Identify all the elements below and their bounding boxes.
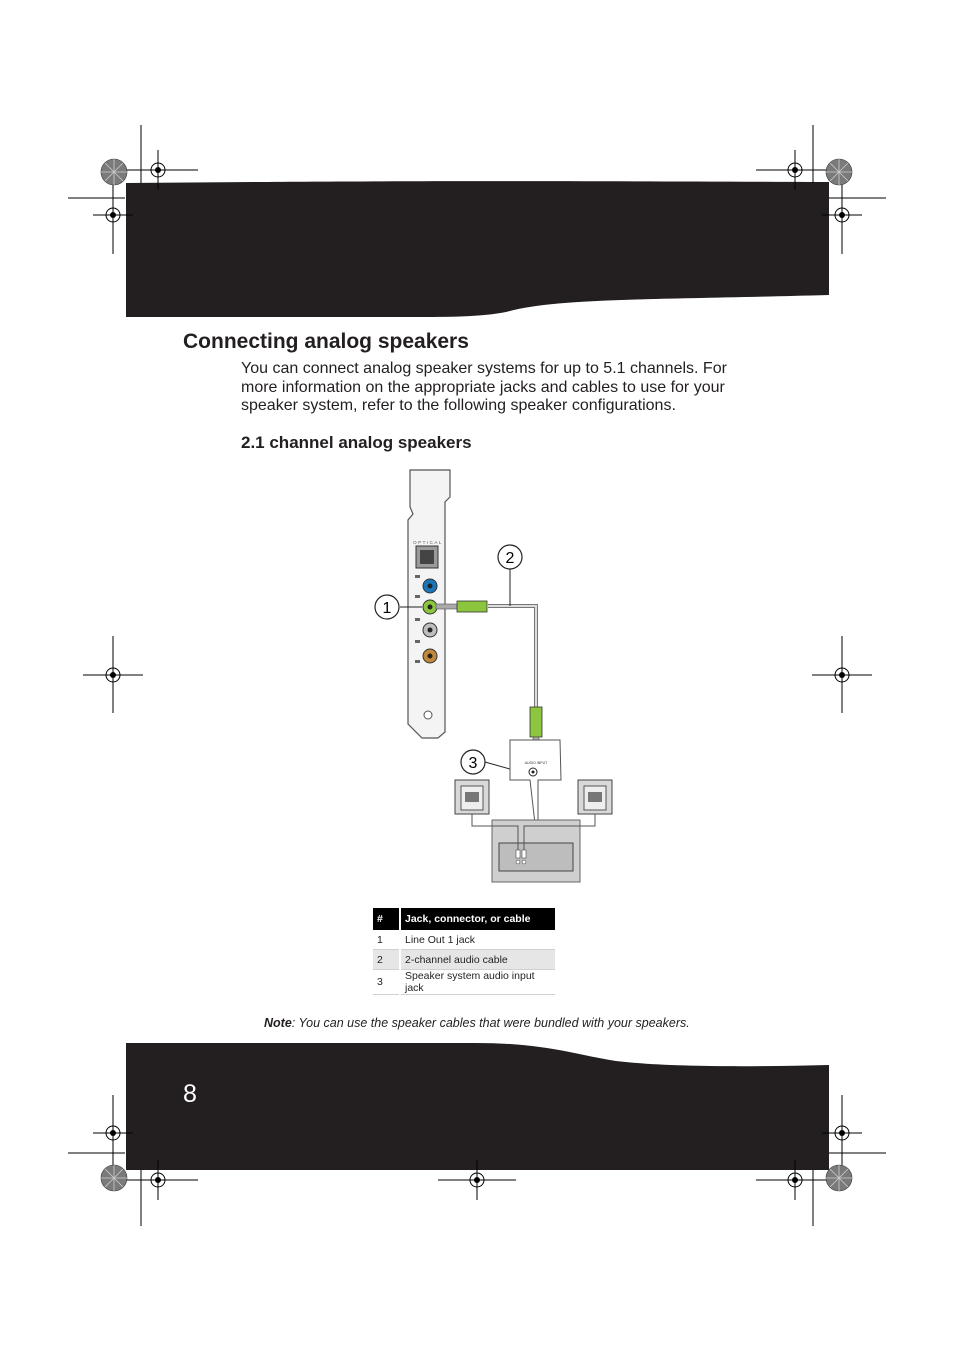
table-row <box>373 970 555 995</box>
legend-header-number: # <box>373 908 400 930</box>
page-number: 8 <box>183 1080 197 1108</box>
callout-3 <box>461 750 485 774</box>
subwoofer <box>492 820 580 882</box>
connection-diagram <box>360 462 620 886</box>
legend-row-description: Line Out 1 jack <box>400 930 555 950</box>
note-text: : You can use the speaker cables that were bundled with your speakers. <box>291 1016 690 1030</box>
right-speaker <box>578 780 612 814</box>
svg-text:3: 3 <box>468 755 478 772</box>
legend-header-row <box>373 908 555 930</box>
legend-header-description: Jack, connector, or cable <box>400 908 555 930</box>
audio-cable <box>436 601 542 757</box>
callout-1 <box>375 595 399 619</box>
table-row <box>373 930 555 950</box>
svg-text:2: 2 <box>505 550 515 567</box>
optical-label: OPTICAL <box>413 540 443 545</box>
legend-table <box>373 908 555 995</box>
note-label: Note <box>264 1016 292 1030</box>
intro-paragraph: You can connect analog speaker systems for up to 5.1 channels. For more information on the appropriate jacks and cables to use for your speaker system, refer to the following speaker configurations. <box>241 360 727 414</box>
section-heading: 2.1 channel analog speakers <box>241 433 472 452</box>
table-row <box>373 950 555 970</box>
legend-row-description: 2-channel audio cable <box>400 950 555 970</box>
legend-row-number: 2 <box>373 950 400 970</box>
note <box>264 1016 690 1030</box>
legend-row-number: 1 <box>373 930 400 950</box>
legend-row-number: 3 <box>373 970 400 995</box>
legend-row-description: Speaker system audio input jack <box>400 970 555 995</box>
svg-text:AUDIO INPUT: AUDIO INPUT <box>524 761 548 765</box>
left-speaker <box>455 780 489 814</box>
callout-2 <box>498 545 522 569</box>
page-title: Connecting analog speakers <box>183 330 469 353</box>
svg-text:1: 1 <box>382 600 392 617</box>
